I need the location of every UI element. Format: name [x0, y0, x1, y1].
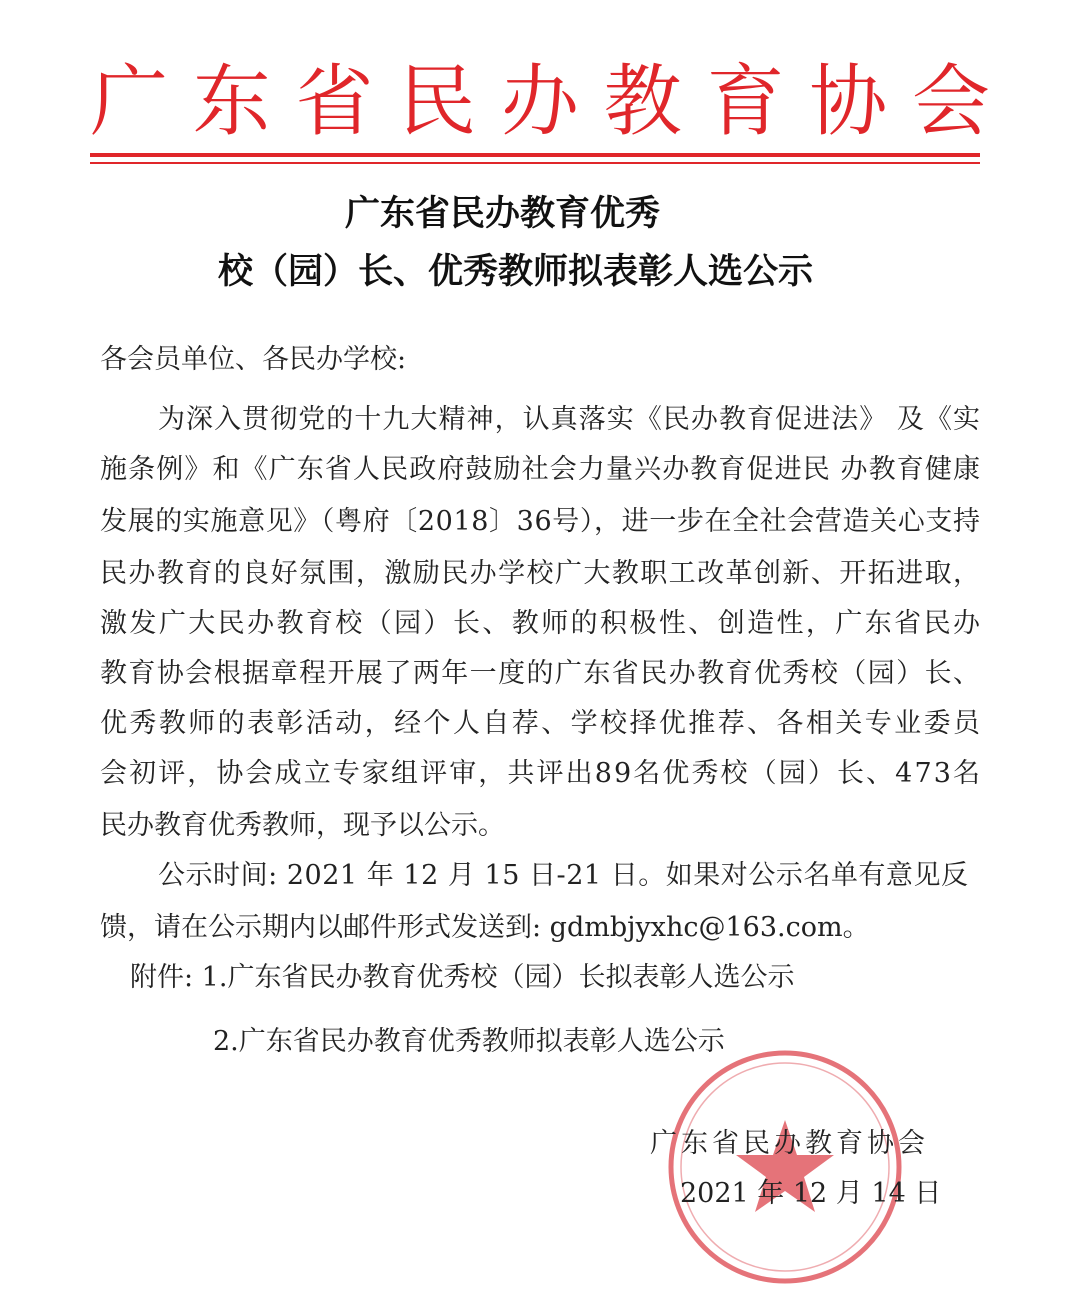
body-line: 会初评，协会成立专家组评审，共评出89名优秀校（园）长、473名	[100, 758, 983, 789]
document-title-line1: 广东省民办教育优秀	[345, 193, 661, 234]
body-line: 发展的实施意见》（粤府〔2018〕36号），进一步在全社会营造关心支持	[100, 506, 981, 537]
salutation: 各会员单位、各民办学校:	[100, 344, 407, 375]
body-line: 教育协会根据章程开展了两年一度的广东省民办教育优秀校（园）长、	[100, 658, 982, 689]
attachment-2: 2.广东省民办教育优秀教师拟表彰人选公示	[213, 1026, 725, 1057]
body-line: 公示时间: 2021 年 12 月 15 日-21 日。如果对公示名单有意见反	[158, 860, 969, 891]
body-line: 民办教育优秀教师，现予以公示。	[100, 810, 505, 841]
body-line: 民办教育的良好氛围，激励民办学校广大教职工改革创新、开拓进取，	[100, 558, 982, 589]
letterhead-org-name: 广东省民办教育协会	[90, 57, 1015, 147]
body-line: 优秀教师的表彰活动，经个人自荐、学校择优推荐、各相关专业委员	[100, 708, 983, 739]
body-line: 激发广大民办教育校（园）长、教师的积极性、创造性，广东省民办	[100, 608, 983, 639]
official-seal	[660, 1045, 910, 1295]
attachment-1: 附件: 1.广东省民办教育优秀校（园）长拟表彰人选公示	[130, 962, 795, 993]
body-line: 为深入贯彻党的十九大精神，认真落实《民办教育促进法》 及《实	[158, 404, 982, 435]
document-title-line2: 校（园）长、优秀教师拟表彰人选公示	[218, 251, 814, 292]
letterhead-rule-thick	[90, 153, 980, 157]
signature-org: 广东省民办教育协会	[650, 1128, 929, 1159]
letterhead-rule-thin	[90, 162, 980, 164]
body-line: 馈，请在公示期内以邮件形式发送到: gdmbjyxhc@163.com。	[100, 912, 870, 943]
signature-date: 2021 年 12 月 14 日	[680, 1178, 942, 1209]
body-line: 施条例》和《广东省人民政府鼓励社会力量兴办教育促进民 办教育健康	[100, 454, 982, 485]
